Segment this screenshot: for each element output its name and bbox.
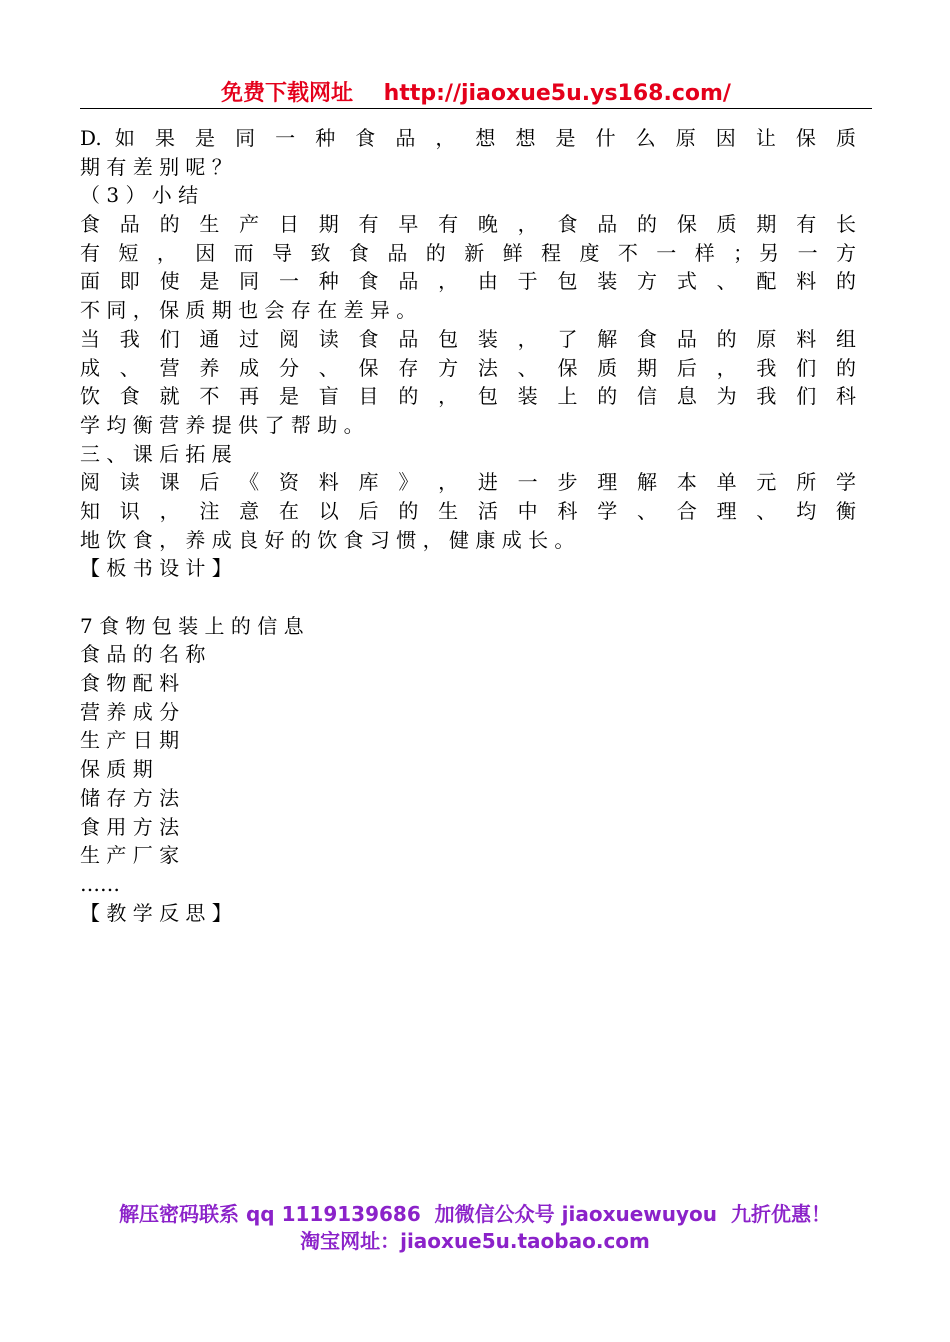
shop-url-footer: 淘宝网址：jiaoxue5u.taobao.com — [300, 1229, 650, 1253]
text-line: 食 品 的 生 产 日 期 有 早 有 晚 ， 食 品 的 保 质 期 有 长 — [80, 212, 856, 237]
text-line: 饮 食 就 不 再 是 盲 目 的 ， 包 装 上 的 信 息 为 我 们 科 — [80, 384, 856, 409]
board-item: 食 物 配 料 — [80, 671, 180, 696]
text-line: 成 、 营 养 成 分 、 保 存 方 法 、 保 质 期 后 ， 我 们 的 — [80, 355, 856, 380]
text-line: 知 识 ， 注 意 在 以 后 的 生 活 中 科 学 、 合 理 、 均 衡 — [80, 498, 856, 523]
download-url-header: 免费下载网址 http://jiaoxue5u.ys168.com/ — [221, 81, 731, 106]
text-line: 不 同 ， 保 质 期 也 会 存 在 差 异 。 — [80, 298, 417, 323]
board-item: 食 品 的 名 称 — [80, 642, 206, 667]
header-divider — [80, 108, 872, 109]
board-item: 生 产 日 期 — [80, 728, 180, 753]
board-item: 食 用 方 法 — [80, 814, 180, 839]
text-line: 期 有 差 别 呢 ？ — [80, 154, 232, 179]
board-item: 储 存 方 法 — [80, 785, 180, 810]
section-heading-summary: （ 3 ） 小 结 — [80, 183, 199, 208]
contact-footer: 解压密码联系 qq 1119139686 加微信公众号 jiaoxuewuyou 九折优惠！ — [119, 1202, 831, 1226]
text-line: 有 短 ， 因 而 导 致 食 品 的 新 鲜 程 度 不 一 样 ；另 一 方 — [80, 240, 856, 265]
board-item: 保 质 期 — [80, 757, 153, 782]
section-heading-board-design: 【 板 书 设 计 】 — [80, 556, 232, 581]
board-item: 生 产 厂 家 — [80, 843, 180, 868]
text-line: 地 饮 食 ， 养 成 良 好 的 饮 食 习 惯 ， 健 康 成 长 。 — [80, 527, 575, 552]
text-line: D. 如 果 是 同 一 种 食 品 ， 想 想 是 什 么 原 因 让 保 质 — [80, 126, 856, 150]
board-title: 7 食 物 包 装 上 的 信 息 — [80, 613, 304, 638]
text-line: 学 均 衡 营 养 提 供 了 帮 助 。 — [80, 412, 364, 437]
text-line: 阅 读 课 后 《 资 料 库 》 ， 进 一 步 理 解 本 单 元 所 学 — [80, 470, 856, 495]
text-line: 面 即 使 是 同 一 种 食 品 ， 由 于 包 装 方 式 、 配 料 的 — [80, 269, 856, 294]
board-item: 营 养 成 分 — [80, 699, 180, 724]
section-heading-reflection: 【 教 学 反 思 】 — [80, 900, 232, 925]
board-ellipsis: …… — [80, 871, 120, 896]
section-heading-extension: 三 、 课 后 拓 展 — [80, 441, 232, 466]
blank-line — [80, 583, 856, 612]
document-body — [80, 124, 856, 927]
text-line: 当 我 们 通 过 阅 读 食 品 包 装 ， 了 解 食 品 的 原 料 组 — [80, 326, 856, 351]
